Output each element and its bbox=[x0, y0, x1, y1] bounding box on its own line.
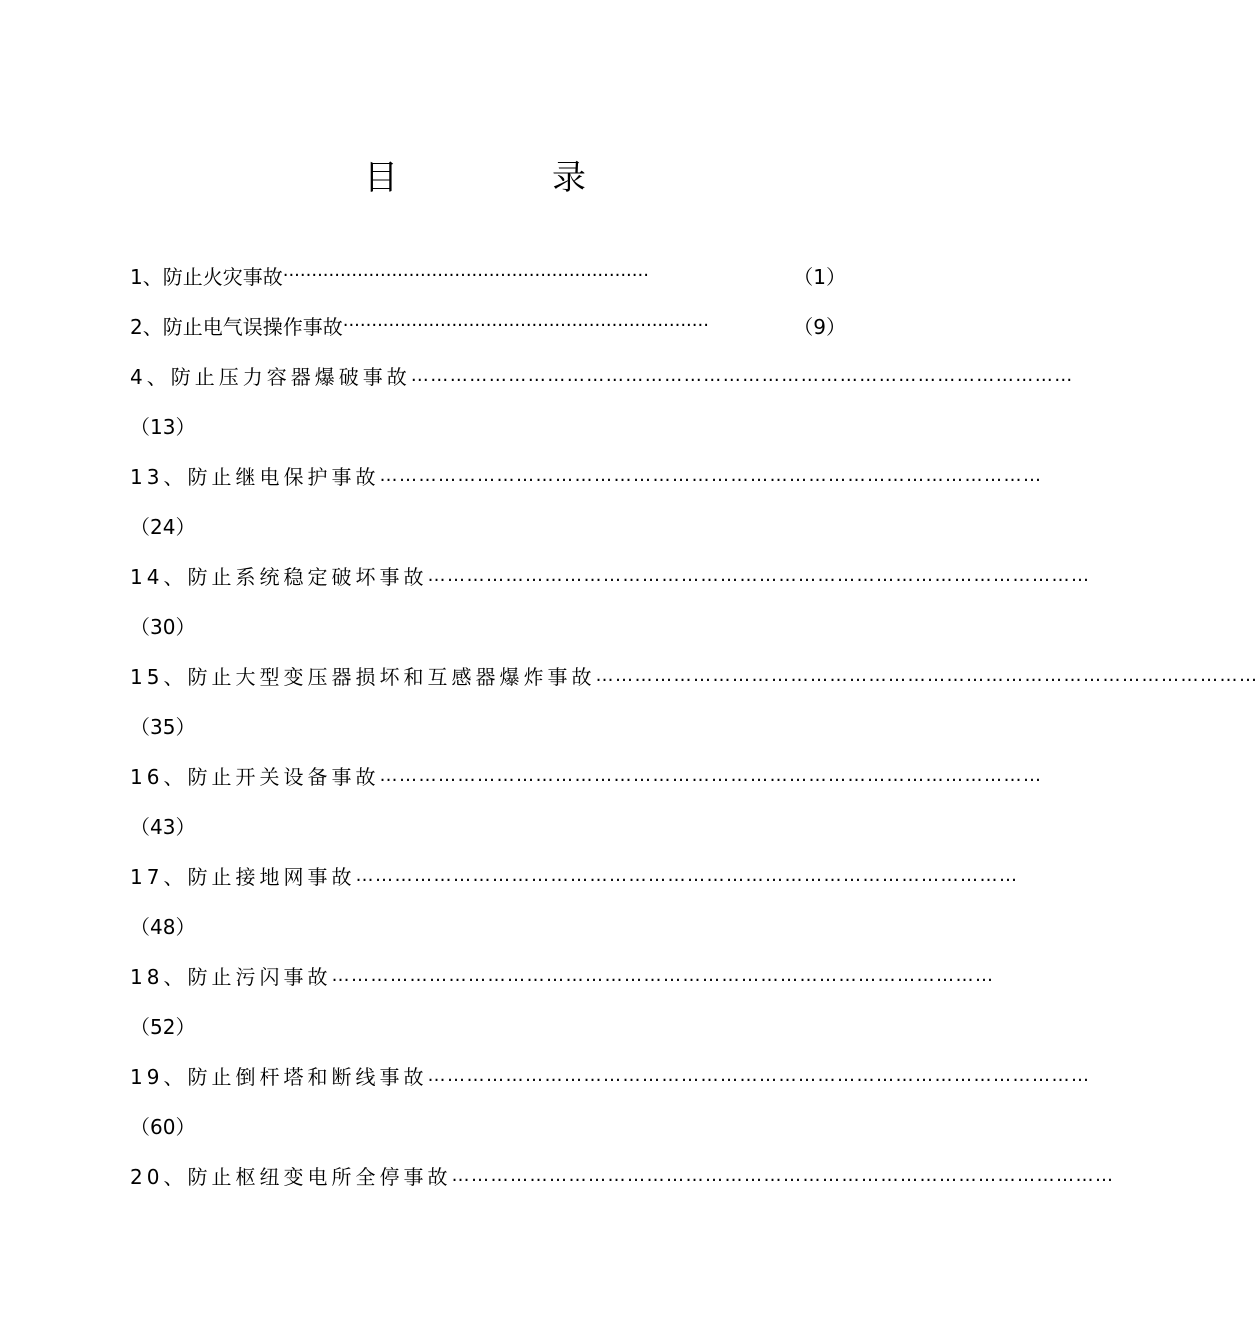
dot-leader: ………………………………………………………………………………………… bbox=[427, 1064, 1091, 1086]
dot-leader: ………………………………………………………………………………………… bbox=[355, 864, 1019, 886]
toc-entry-page-line bbox=[130, 500, 846, 550]
toc-page-number: （24） bbox=[130, 514, 196, 539]
toc-page-number: （48） bbox=[130, 914, 196, 939]
dot-leader: ································································ bbox=[342, 314, 709, 336]
toc-entry-label: 1、防止火灾事故 bbox=[130, 264, 283, 289]
toc-entry[interactable] bbox=[130, 450, 1043, 500]
toc-entry[interactable] bbox=[130, 350, 1074, 400]
toc-page-number: （35） bbox=[130, 714, 196, 739]
toc-entry-page-line bbox=[130, 400, 846, 450]
toc-entry-page-line bbox=[130, 1100, 846, 1150]
dot-leader: ………………………………………………………………………………………… bbox=[410, 364, 1074, 386]
toc-page-number: （30） bbox=[130, 614, 196, 639]
toc-entry-label: 14、防止系统稳定破坏事故 bbox=[130, 564, 428, 589]
toc-entry[interactable] bbox=[130, 1050, 1091, 1100]
toc-entry-page-line bbox=[130, 700, 846, 750]
toc-entry-page-line bbox=[130, 900, 846, 950]
toc-page-number: （13） bbox=[130, 414, 196, 439]
toc-entry-page-line bbox=[130, 800, 846, 850]
toc-entry[interactable] bbox=[130, 950, 995, 1000]
dot-leader: ………………………………………………………………………………………… bbox=[427, 564, 1091, 586]
toc-entry[interactable] bbox=[130, 550, 1091, 600]
toc-entry-label: 20、防止枢纽变电所全停事故 bbox=[130, 1164, 452, 1189]
toc-entry[interactable] bbox=[130, 250, 846, 300]
toc-entry[interactable] bbox=[130, 850, 1019, 900]
dot-leader: ………………………………………………………………………………………… bbox=[331, 964, 995, 986]
toc-entry-label: 19、防止倒杆塔和断线事故 bbox=[130, 1064, 428, 1089]
dot-leader: ………………………………………………………………………………………… bbox=[595, 664, 1258, 686]
toc-entry-page-line bbox=[130, 1000, 846, 1050]
toc-entry-label: 13、防止继电保护事故 bbox=[130, 464, 380, 489]
toc-entry[interactable] bbox=[130, 650, 1258, 700]
toc-entry[interactable] bbox=[130, 750, 1043, 800]
table-of-contents bbox=[130, 250, 1258, 1200]
toc-entry-label: 15、防止大型变压器损坏和互感器爆炸事故 bbox=[130, 664, 596, 689]
toc-entry-label: 17、防止接地网事故 bbox=[130, 864, 356, 889]
dot-leader: ································································ bbox=[282, 264, 649, 286]
toc-entry-label: 18、防止污闪事故 bbox=[130, 964, 332, 989]
dot-leader: ………………………………………………………………………………………… bbox=[379, 464, 1043, 486]
toc-entry[interactable] bbox=[130, 300, 846, 350]
dot-leader: ………………………………………………………………………………………… bbox=[379, 764, 1043, 786]
dot-leader: ………………………………………………………………………………………… bbox=[451, 1164, 1115, 1186]
toc-page-number: （1） bbox=[793, 264, 846, 289]
toc-entry-label: 16、防止开关设备事故 bbox=[130, 764, 380, 789]
toc-entry-label: 2、防止电气误操作事故 bbox=[130, 314, 343, 339]
page-title: 目 录 bbox=[364, 158, 646, 198]
toc-entry-label: 4、防止压力容器爆破事故 bbox=[130, 364, 411, 389]
toc-entry-page-line bbox=[130, 600, 846, 650]
toc-page-number: （60） bbox=[130, 1114, 196, 1139]
toc-page-number: （9） bbox=[793, 314, 846, 339]
toc-page-number: （43） bbox=[130, 814, 196, 839]
toc-page-number: （52） bbox=[130, 1014, 196, 1039]
toc-entry[interactable] bbox=[130, 1150, 1115, 1200]
